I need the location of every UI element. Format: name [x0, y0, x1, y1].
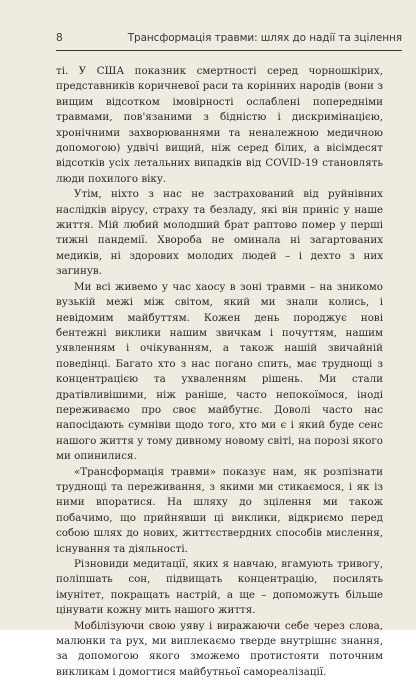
paragraph: «Трансформація травми» показує нам, як розпізнати труднощі та переживання, з якими ми стикаємося, і як із ними впоратися. На шляху до зцілення ми також побачимо, що прийнявши ці виклики, відкриємо перед собою шлях до нових, життєствердних способів мислення, існування та діяльності.: [56, 465, 383, 555]
page-number: 8: [56, 32, 63, 44]
body-text: [56, 64, 383, 680]
paragraph: Різновиди медитації, яких я навчаю, вгамують тривогу, поліпшать сон, підвищать концентрацію, посилять імунітет, покращать настрій, а ще – допоможуть більше цінувати кожну мить нашого життя.: [56, 558, 383, 617]
paragraph: Мобілізуючи свою уяву і виражаючи себе через слова, малюнки та рух, ми виплекаємо тверде внутрішнє знання, за допомогою якого зможемо протистояти поточним викликам і домогтися майбутньої самореалізації.: [56, 619, 383, 678]
paragraph: Утім, ніхто з нас не застрахований від руйнівних наслідків вірусу, страху та безладу, які він приніс у наше життя. Мій любий молодший брат раптово помер у перші тижні пандемії. Хвороба не оминала ні загартованих медиків, ні здорових молодих людей – і дехто з них загинув.: [56, 188, 383, 278]
running-header: [56, 30, 402, 51]
paragraph: Ми всі живемо у час хаосу в зоні травми – на зникомо вузькій межі між світом, який ми знали колись, і невідомим майбуттям. Кожен день породжує нові бентежні виклики нашим звичкам і почуттям, нашим уявленням і очікуванням, а також нашій звичайній поведінці. Багато хто з нас погано спить, має труднощі з концентрацією та ухваленням рішень. Ми стали дратівливішими, ніж раніше, часто непокоїмося, іноді переживаємо про своє майбутнє. Доволі часто нас напосідають сумніви щодо того, хто ми є і який буде сенс нашого життя у тому дивному новому світі, на порозі якого ми опинилися.: [56, 280, 383, 463]
running-title: Трансформація травми: шлях до надії та зцілення: [127, 32, 402, 44]
paragraph-continued: ті. У США показник смертності серед чорношкірих, представників коричневої раси та корінних народів (вони з вищим відсотком імовірності ослаблені попередніми травмами, пов'язаними з бідністю і дискримінацією, хронічними захворюваннями та неналежною медичною допомогою) удвічі вищий, ніж серед білих, а вісімдесят відсотків усіх летальних випадків від COVID-19 становлять люди похилого віку.: [56, 65, 383, 185]
